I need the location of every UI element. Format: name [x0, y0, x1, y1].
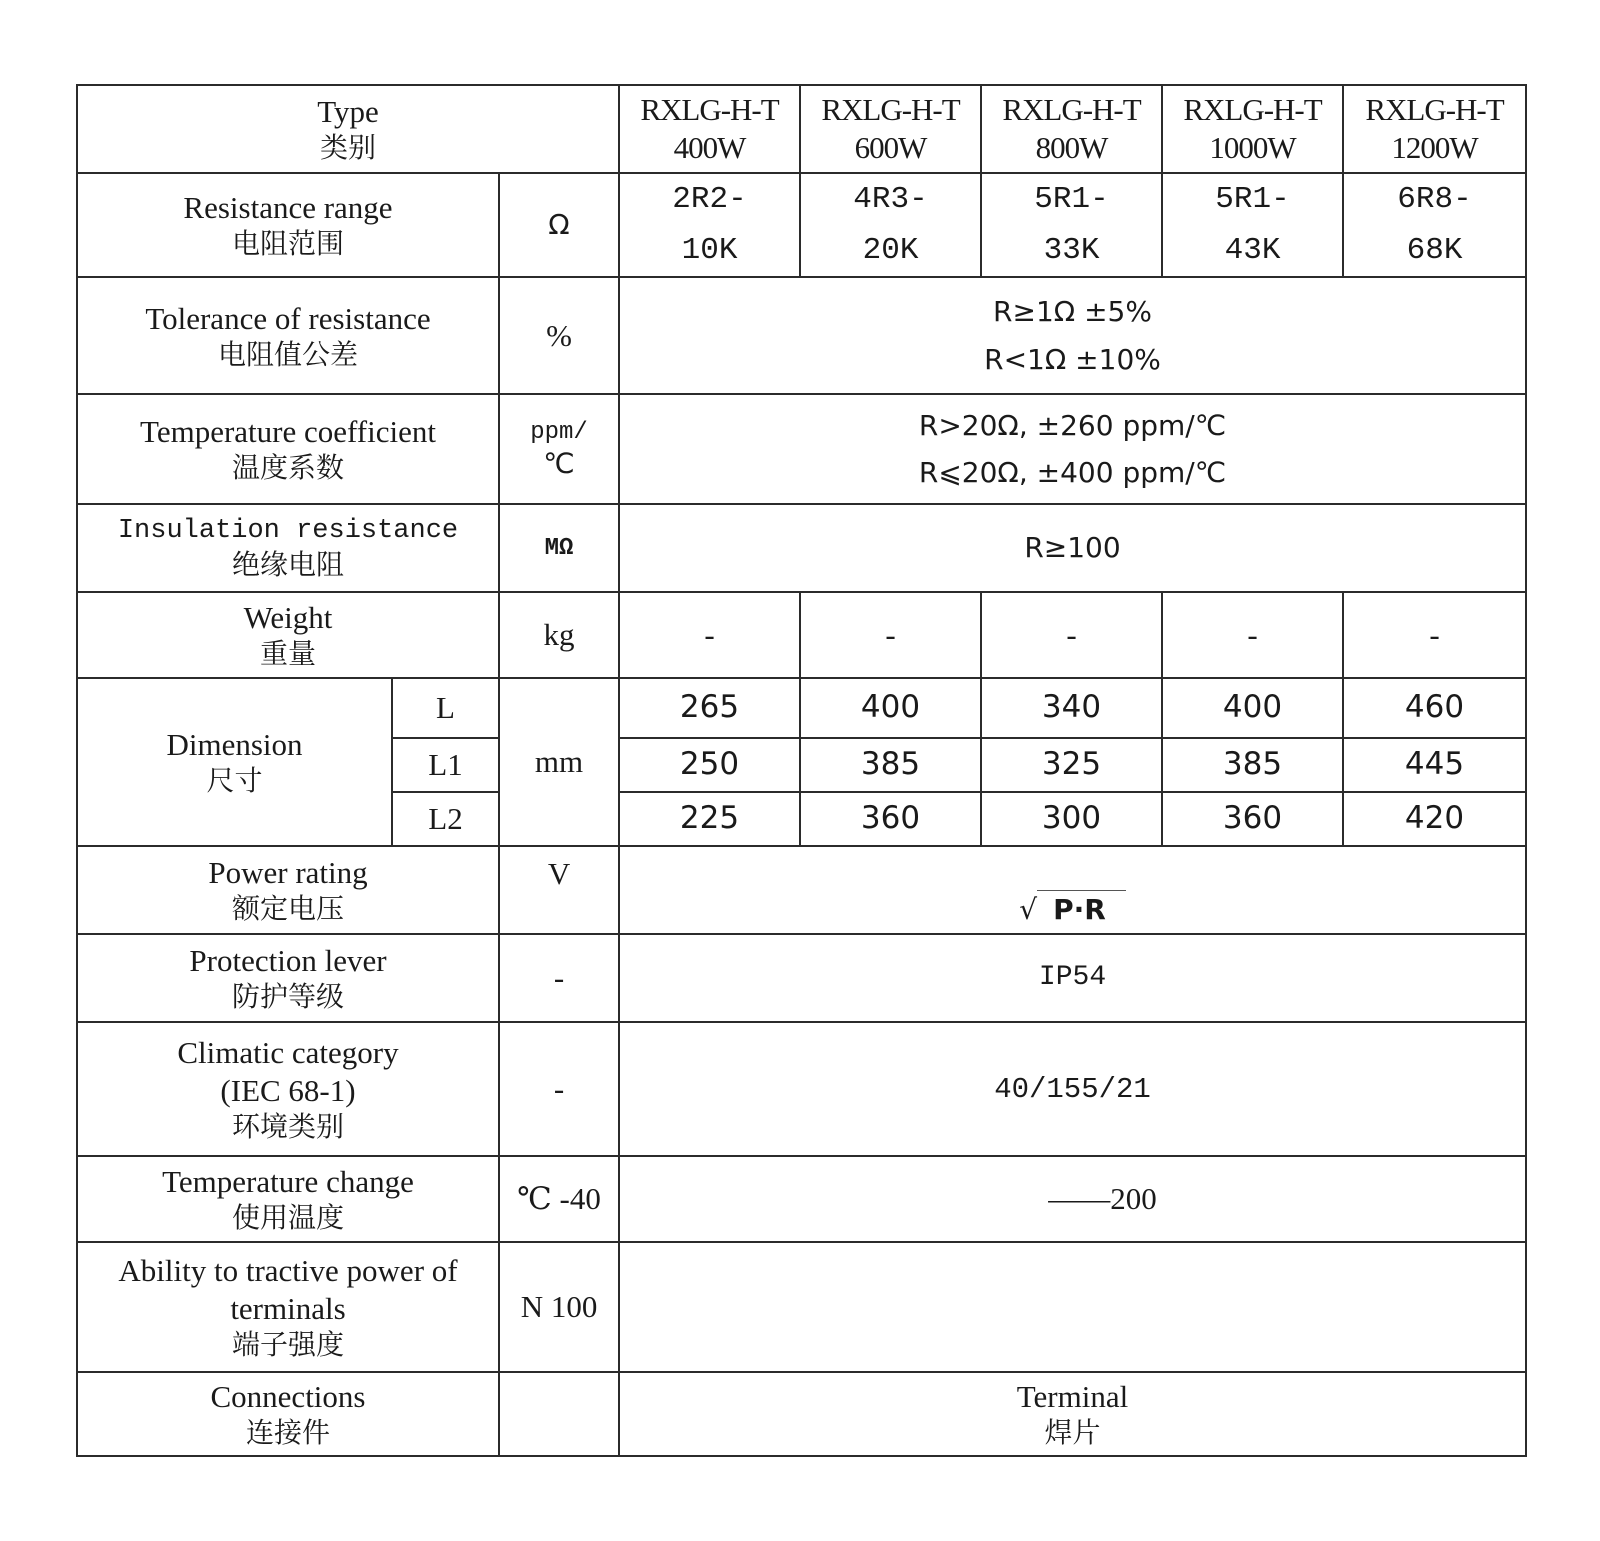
row-label-zh: 环境类别: [231, 1110, 344, 1144]
row-label-cell: [77, 277, 499, 394]
model-cell: [981, 85, 1162, 173]
row-label-cell: [77, 1372, 499, 1456]
tolerance-line: R<1Ω ±10%: [984, 342, 1161, 376]
coefficient-line: R>20Ω, ±260 ppm/℃: [918, 408, 1227, 442]
row-label-cell: [77, 678, 392, 846]
unit-cell: %: [499, 277, 619, 394]
value-cell: [619, 846, 1526, 934]
value-cell: [619, 277, 1526, 394]
row-label-zh: 绝缘电阻: [231, 547, 344, 581]
row-label: Dimension: [166, 727, 303, 763]
row-label: Connections: [210, 1379, 366, 1415]
value-cell: 250: [619, 738, 800, 792]
value-cell: 40/155/21: [619, 1022, 1526, 1156]
model-name: RXLG-H-T: [1365, 92, 1504, 128]
unit-cell: mm: [499, 678, 619, 846]
value-cell: 460: [1343, 678, 1526, 738]
range-end: 33K: [1043, 233, 1100, 269]
row-label: Climatic category: [177, 1035, 399, 1071]
connection-value: Terminal: [1016, 1379, 1129, 1415]
model-name: RXLG-H-T: [1002, 92, 1141, 128]
weight-row: [77, 592, 1526, 678]
value-cell: 360: [1162, 792, 1343, 846]
row-label-zh: 尺寸: [206, 764, 263, 798]
row-label: Tolerance of resistance: [145, 300, 431, 336]
formula-radicand: P·R: [1037, 890, 1126, 926]
unit-cell: -: [499, 1022, 619, 1156]
row-label: Resistance range: [183, 190, 393, 226]
unit-part: ℃: [543, 446, 575, 480]
protection-row: [77, 934, 1526, 1022]
unit-cell: [499, 1372, 619, 1456]
model-power: 400W: [673, 130, 746, 165]
model-cell: [1162, 85, 1343, 173]
row-label: Temperature change: [162, 1164, 414, 1200]
unit-cell: -: [499, 934, 619, 1022]
value-cell: [619, 1242, 1526, 1372]
row-label-zh: 电阻范围: [231, 226, 344, 260]
unit-cell: V: [499, 846, 619, 934]
row-label: Power rating: [208, 855, 368, 891]
value-cell: 385: [1162, 738, 1343, 792]
row-label-cell: [77, 934, 499, 1022]
value-cell: -: [981, 592, 1162, 678]
range-start: 4R3-: [853, 182, 928, 217]
value-cell: 265: [619, 678, 800, 738]
tolerance-row: [77, 277, 1526, 394]
range-start: 2R2-: [672, 182, 747, 217]
range-end: 43K: [1224, 233, 1281, 269]
connections-row: [77, 1372, 1526, 1456]
climatic-category-row: [77, 1022, 1526, 1156]
model-cell: [800, 85, 981, 173]
model-name: RXLG-H-T: [640, 92, 779, 128]
sqrt-icon: √: [1019, 892, 1038, 926]
value-cell: 400: [800, 678, 981, 738]
range-start: 5R1-: [1034, 182, 1109, 217]
value-cell: IP54: [619, 934, 1526, 1022]
spec-table: [76, 84, 1527, 1457]
row-label: Weight: [243, 600, 333, 636]
model-cell: [619, 85, 800, 173]
dimension-row: [77, 678, 1526, 738]
value-cell: ——200: [619, 1156, 1526, 1242]
tolerance-line: R≥1Ω ±5%: [993, 295, 1152, 329]
range-end: 68K: [1406, 233, 1463, 269]
temperature-change-row: [77, 1156, 1526, 1242]
temperature-coefficient-row: [77, 394, 1526, 504]
row-label-cell: [77, 1022, 499, 1156]
value-cell: -: [1162, 592, 1343, 678]
row-label: Protection lever: [189, 943, 387, 979]
resistance-range-row: [77, 173, 1526, 277]
value-cell: 385: [800, 738, 981, 792]
header-row: [77, 85, 1526, 173]
value-cell: -: [1343, 592, 1526, 678]
row-label-zh: 重量: [259, 637, 316, 671]
dimension-sub-label: L2: [392, 792, 499, 846]
type-label: Type: [317, 94, 379, 130]
row-label-zh: 电阻值公差: [217, 337, 358, 371]
value-cell: [800, 173, 981, 277]
row-label: Ability to tractive power of: [118, 1253, 458, 1289]
value-cell: 300: [981, 792, 1162, 846]
value-cell: [981, 173, 1162, 277]
model-power: 1200W: [1391, 130, 1478, 165]
model-power: 1000W: [1209, 130, 1296, 165]
insulation-resistance-row: [77, 504, 1526, 592]
model-name: RXLG-H-T: [1183, 92, 1322, 128]
type-label-cell: [77, 85, 619, 173]
value-cell: [619, 1372, 1526, 1456]
row-label-zh: 防护等级: [231, 980, 344, 1014]
row-label-zh: 端子强度: [231, 1328, 344, 1362]
unit-cell: kg: [499, 592, 619, 678]
model-name: RXLG-H-T: [821, 92, 960, 128]
terminal-strength-row: [77, 1242, 1526, 1372]
row-label-zh: 使用温度: [231, 1201, 344, 1235]
value-cell: [619, 173, 800, 277]
row-label-cell: [77, 173, 499, 277]
range-end: 20K: [862, 233, 919, 269]
row-label-cell: [77, 846, 499, 934]
row-label-cell: [77, 592, 499, 678]
unit-cell: [499, 394, 619, 504]
value-cell: -: [619, 592, 800, 678]
power-rating-row: [77, 846, 1526, 934]
value-cell: [1162, 173, 1343, 277]
type-label-zh: 类别: [320, 130, 377, 164]
value-cell: 325: [981, 738, 1162, 792]
unit-part: ppm/: [530, 418, 588, 446]
value-cell: [1343, 173, 1526, 277]
row-label-zh: 连接件: [245, 1416, 330, 1450]
connection-value-zh: 焊片: [1044, 1416, 1101, 1450]
range-start: 6R8-: [1397, 182, 1472, 217]
row-label-cell: [77, 394, 499, 504]
unit-cell: MΩ: [499, 504, 619, 592]
range-end: 10K: [681, 233, 738, 269]
formula: [1019, 893, 1126, 927]
model-power: 600W: [854, 130, 927, 165]
model-power: 800W: [1035, 130, 1108, 165]
unit-cell: ℃ -40: [499, 1156, 619, 1242]
row-label: Insulation resistance: [117, 515, 459, 546]
unit-cell: N 100: [499, 1242, 619, 1372]
row-label-cont: terminals: [230, 1291, 346, 1327]
value-cell: 445: [1343, 738, 1526, 792]
value-cell: 420: [1343, 792, 1526, 846]
unit-cell: Ω: [499, 173, 619, 277]
value-cell: 340: [981, 678, 1162, 738]
row-label-zh: 温度系数: [231, 451, 344, 485]
row-label-cell: [77, 504, 499, 592]
row-label-cell: [77, 1156, 499, 1242]
model-cell: [1343, 85, 1526, 173]
row-label-standard: (IEC 68-1): [220, 1073, 356, 1109]
dimension-sub-label: L1: [392, 738, 499, 792]
value-cell: 400: [1162, 678, 1343, 738]
coefficient-line: R⩽20Ω, ±400 ppm/℃: [918, 456, 1227, 490]
row-label-zh: 额定电压: [231, 892, 344, 926]
value-cell: R≥100: [619, 504, 1526, 592]
row-label: Temperature coefficient: [140, 414, 436, 450]
value-cell: -: [800, 592, 981, 678]
row-label-cell: [77, 1242, 499, 1372]
dimension-sub-label: L: [392, 678, 499, 738]
value-cell: 225: [619, 792, 800, 846]
range-start: 5R1-: [1215, 182, 1290, 217]
value-cell: [619, 394, 1526, 504]
value-cell: 360: [800, 792, 981, 846]
